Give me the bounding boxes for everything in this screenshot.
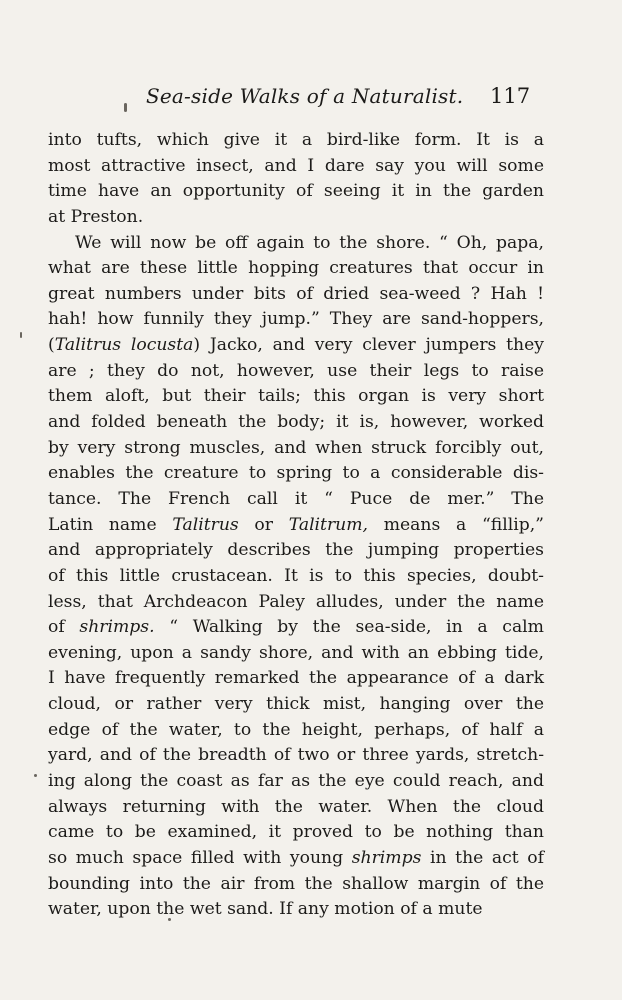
text-line: are ; they do not, however, use their legs to raise [48, 360, 544, 381]
text-line: edge of the water, to the height, perhaps, of half a [48, 719, 544, 740]
text-segment: means a “fillip,” [368, 514, 544, 535]
text-line: them aloft, but their tails; this organ is very short [48, 386, 544, 407]
page-number: 117 [490, 84, 531, 108]
text-segment: “ Walking by the sea-side, in a calm [154, 617, 544, 638]
text-line: less, that Archdeacon Paley alludes, under the name [48, 591, 544, 612]
italic-text: Talitrum, [288, 514, 369, 535]
text-segment: of [48, 617, 80, 638]
ink-speck [124, 103, 127, 112]
text-line: time have an opportunity of seeing it in the garden [48, 181, 544, 202]
italic-text: shrimps. [79, 617, 155, 638]
text-line: I have frequently remarked the appearance of a dark [48, 668, 544, 689]
text-line: of this little crustacean. It is to this species, doubt- [48, 565, 544, 586]
text-line: tance. The French call it “ Puce de mer.” The [48, 488, 544, 509]
text-line: at Preston. [48, 206, 144, 227]
text-line: into tufts, which give it a bird-like form. It is a [48, 130, 544, 150]
text-segment: so much space filled with young [48, 847, 352, 868]
italic-text: Talitrus locusta [54, 335, 194, 356]
running-head-title: Sea-side Walks of a Naturalist. [146, 84, 464, 108]
text-line [48, 333, 544, 359]
italic-text: shrimps [351, 847, 422, 868]
text-line: most attractive insect, and I dare say you will some [48, 155, 544, 176]
text-line: what are these little hopping creatures that occur in [48, 258, 544, 279]
text-segment: ) Jacko, and very clever jumpers they [193, 335, 544, 356]
text-line [48, 513, 544, 539]
text-line [48, 846, 544, 872]
text-line: came to be examined, it proved to be nothing than [48, 822, 544, 843]
italic-text: Talitrus [172, 514, 239, 535]
text-line: always returning with the water. When the cloud [48, 796, 544, 817]
body-text [48, 128, 544, 923]
text-line: and folded beneath the body; it is, however, worked [48, 412, 544, 433]
text-line: hah! how funnily they jump.” They are sand-hoppers, [48, 309, 544, 330]
text-segment: Latin name [48, 514, 173, 535]
text-line: and appropriately describes the jumping properties [48, 540, 544, 561]
text-line: by very strong muscles, and when struck forcibly out, [48, 437, 544, 458]
text-line: evening, upon a sandy shore, and with an ebbing tide, [48, 642, 544, 663]
text-line: enables the creature to spring to a considerable dis- [48, 463, 544, 484]
ink-speck [20, 332, 22, 338]
text-line: cloud, or rather very thick mist, hanging over the [48, 694, 544, 715]
text-line: yard, and of the breadth of two or three yards, stretch- [48, 745, 544, 766]
text-line: bounding into the air from the shallow margin of the [48, 873, 544, 894]
text-line: great numbers under bits of dried sea-weed ? Hah ! [48, 283, 544, 304]
text-line [48, 615, 544, 641]
ink-speck [34, 774, 37, 777]
text-segment: ( [48, 335, 55, 356]
text-line: ing along the coast as far as the eye could reach, and [48, 771, 544, 792]
text-segment: in the act of [421, 847, 544, 868]
text-line: We will now be off again to the shore. “ Oh, papa, [75, 232, 544, 253]
text-line: water, upon the wet sand. If any motion of a mute [48, 899, 483, 920]
running-head [0, 84, 622, 114]
text-segment: or [238, 514, 289, 535]
